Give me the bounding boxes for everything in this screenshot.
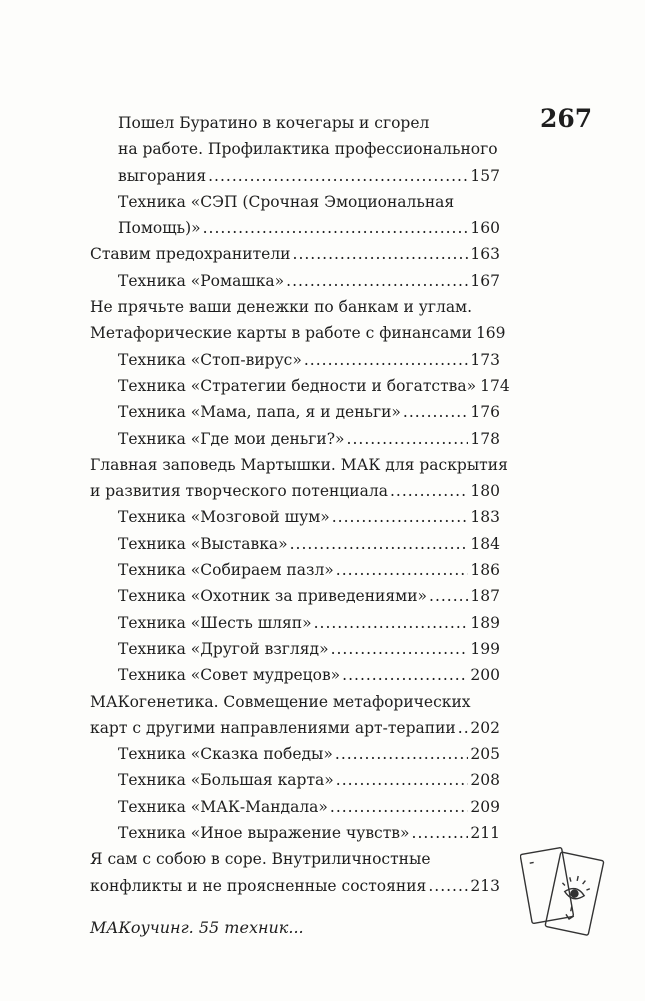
dot-leader [412, 820, 469, 846]
dot-leader [304, 347, 469, 373]
toc-entry-title: конфликты и не проясненные состояния [90, 876, 427, 895]
tarot-cards-illustration [520, 836, 610, 946]
dot-leader [336, 557, 469, 583]
toc-entry-title: Не прячьте ваши денежки по банкам и углам. [90, 298, 473, 317]
toc-entry-title: Техника «Выставка» [118, 534, 288, 553]
dot-leader [403, 399, 469, 425]
page-number: 267 [540, 104, 593, 133]
dot-leader [336, 767, 469, 793]
toc-entry [90, 373, 510, 399]
toc-entry-page: 176 [470, 403, 500, 422]
toc-entry-page: 167 [470, 271, 500, 290]
toc-entry [90, 741, 500, 767]
toc-entry-title: и развития творческого потенциала [90, 482, 388, 501]
dot-leader [290, 531, 469, 557]
toc-entry [90, 320, 506, 346]
toc-entry [90, 163, 500, 189]
toc-entry [90, 189, 500, 215]
toc-entry-title: Техника «Охотник за приведениями» [118, 587, 428, 606]
toc-entry-title: Техника «Совет мудрецов» [118, 666, 341, 685]
dot-leader [342, 662, 468, 688]
dot-leader [293, 241, 469, 267]
toc-entry [90, 767, 500, 793]
toc-entry [90, 504, 500, 530]
dot-leader [208, 163, 468, 189]
toc-entry-page: 160 [470, 219, 500, 238]
toc-entry-page: 169 [475, 324, 506, 343]
toc-entry-title: Техника «Сказка победы» [118, 745, 333, 764]
dot-leader [331, 636, 469, 662]
toc-entry [90, 426, 500, 452]
toc-entry [90, 452, 508, 478]
toc-entry-title: Техника «Мозговой шум» [118, 508, 330, 527]
toc-entry-title: Пошел Буратино в кочегары и сгорел [118, 114, 430, 132]
toc-entry [90, 268, 500, 294]
dot-leader [286, 268, 468, 294]
toc-entry-title: Техника «Собираем пазл» [118, 561, 334, 580]
toc-entry-title: карт с другими направлениями арт-терапии [90, 718, 456, 737]
toc-entry [90, 241, 500, 267]
toc-entry [90, 347, 500, 373]
toc-entry-page: 199 [470, 639, 500, 658]
toc-entry [90, 557, 500, 583]
dot-leader [428, 873, 468, 899]
toc-entry-page: 183 [470, 508, 500, 527]
toc-entry-title: Техника «Другой взгляд» [118, 639, 329, 658]
toc-entry-page: 211 [470, 824, 500, 843]
toc-entry-title: выгорания [118, 166, 207, 185]
toc-entry-title: Техника «МАК-Мандала» [118, 797, 328, 816]
toc-entry [90, 583, 500, 609]
toc-entry-page: 186 [470, 561, 500, 580]
toc-entry [90, 820, 500, 846]
toc-entry-title: Техника «Шесть шляп» [118, 613, 312, 632]
toc-entry [90, 531, 500, 557]
toc-entry-page: 174 [480, 376, 510, 395]
toc-entry-title: Техника «Иное выражение чувств» [118, 824, 410, 843]
toc-entry-title: на работе. Профилактика профессионального [118, 140, 498, 159]
book-title-footer: МАКоучинг. 55 техник... [90, 918, 304, 937]
dot-leader [314, 610, 469, 636]
toc-entry [90, 873, 500, 899]
toc-entry-page: 208 [470, 771, 500, 790]
toc-entry [90, 794, 500, 820]
toc-entry-title: МАКогенетика. Совмещение метафорических [90, 692, 471, 711]
toc-entry-title: Техника «Ромашка» [118, 271, 285, 290]
toc-entry-title: Помощь)» [118, 219, 201, 238]
toc-entry [90, 689, 500, 715]
toc-entry [90, 215, 500, 241]
toc-entry-page: 187 [470, 587, 500, 606]
dot-leader [429, 583, 468, 609]
toc-entry-page: 213 [470, 876, 500, 895]
toc-entry-title: Техника «СЭП (Срочная Эмоциональная [118, 192, 455, 211]
toc-entry-page: 200 [470, 666, 500, 685]
toc-entry [90, 478, 500, 504]
eye-card-icon [545, 852, 604, 935]
toc-entry-page: 157 [470, 166, 500, 185]
dot-leader [347, 426, 469, 452]
toc-entry-title: Техника «Где мои деньги?» [118, 429, 345, 448]
toc-entry-page: 189 [470, 613, 500, 632]
toc-entry-page: 205 [470, 745, 500, 764]
toc-entry [90, 715, 500, 741]
toc-entry-title: Техника «Стратегии бедности и богатства» [118, 376, 477, 395]
toc-entry-title: Главная заповедь Мартышки. МАК для раскрытия [90, 455, 508, 474]
dot-leader [458, 715, 469, 741]
toc-entry-page: 173 [470, 350, 500, 369]
toc-entry-title: Ставим предохранители [90, 245, 291, 264]
toc-entry-title: Техника «Мама, папа, я и деньги» [118, 403, 401, 422]
toc-entry [90, 662, 500, 688]
toc-entry [90, 636, 500, 662]
dot-leader [332, 504, 469, 530]
dot-leader [335, 741, 469, 767]
toc-entry [90, 610, 500, 636]
toc-entry-title: Техника «Большая карта» [118, 771, 334, 790]
toc-entry-page: 209 [470, 797, 500, 816]
toc-entry-title: Метафорические карты в работе с финансами [90, 324, 472, 343]
toc-entry [90, 136, 500, 162]
toc-entry-page: 184 [470, 534, 500, 553]
dot-leader [390, 478, 468, 504]
toc-entry-page: 202 [470, 718, 500, 737]
back-card-icon [520, 847, 574, 923]
toc-entry [90, 294, 500, 320]
dot-leader [203, 215, 469, 241]
toc-entry-page: 163 [470, 245, 500, 264]
dot-leader [330, 794, 469, 820]
toc-entry-title: Я сам с собою в соре. Внутриличностные [90, 850, 431, 869]
toc-entry [90, 399, 500, 425]
table-of-contents [90, 110, 510, 899]
toc-entry [90, 110, 500, 136]
toc-entry-page: 178 [470, 429, 500, 448]
toc-entry-title: Техника «Стоп-вирус» [118, 350, 302, 369]
toc-entry-page: 180 [470, 482, 500, 501]
toc-entry [90, 846, 500, 872]
